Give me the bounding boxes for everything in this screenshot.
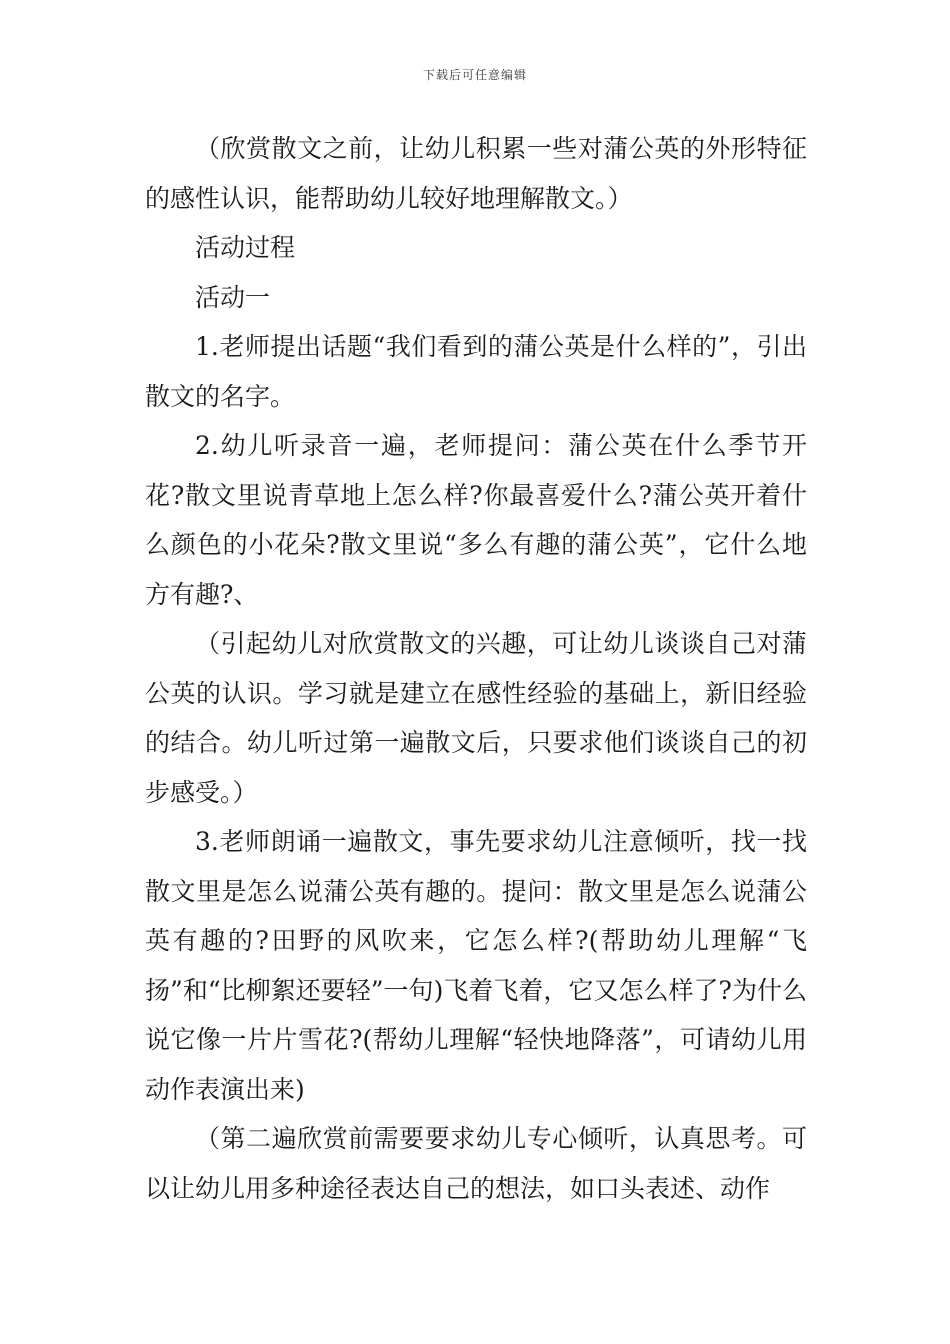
paragraph-step-3: 3.老师朗诵一遍散文，事先要求幼儿注意倾听，找一找散文里是怎么说蒲公英有趣的。提问：散文里是怎么说蒲公英有趣的?田野的风吹来，它怎么样?(帮助幼儿理解“飞扬”和“比柳絮还要轻”一句)飞着飞着，它又怎么样了?为什么说它像一片片雪花?(帮幼儿理解“轻快地降落”，可请幼儿用动作表演出来)	[145, 827, 807, 1104]
paragraph-step-2: 2.幼儿听录音一遍，老师提问：蒲公英在什么季节开花?散文里说青草地上怎么样?你最喜爱什么?蒲公英开着什么颜色的小花朵?散文里说“多么有趣的蒲公英”，它什么地方有趣?、	[145, 431, 807, 609]
document-body	[145, 124, 807, 1213]
paragraph-note-2: （引起幼儿对欣赏散文的兴趣，可让幼儿谈谈自己对蒲公英的认识。学习就是建立在感性经验的基础上，新旧经验的结合。幼儿听过第一遍散文后，只要求他们谈谈自己的初步感受。）	[145, 629, 807, 807]
section-heading-process: 活动过程	[195, 233, 296, 262]
paragraph-intro-note: （欣赏散文之前，让幼儿积累一些对蒲公英的外形特征的感性认识，能帮助幼儿较好地理解散文。）	[145, 134, 807, 213]
section-heading-activity-one: 活动一	[195, 282, 271, 312]
paragraph-note-3: （第二遍欣赏前需要要求幼儿专心倾听，认真思考。可以让幼儿用多种途径表达自己的想法，如口头表述、动作	[145, 1124, 807, 1203]
page-header: 下载后可任意编辑	[422, 68, 527, 82]
paragraph-step-1: 1.老师提出话题“我们看到的蒲公英是什么样的”，引出散文的名字。	[145, 332, 807, 411]
